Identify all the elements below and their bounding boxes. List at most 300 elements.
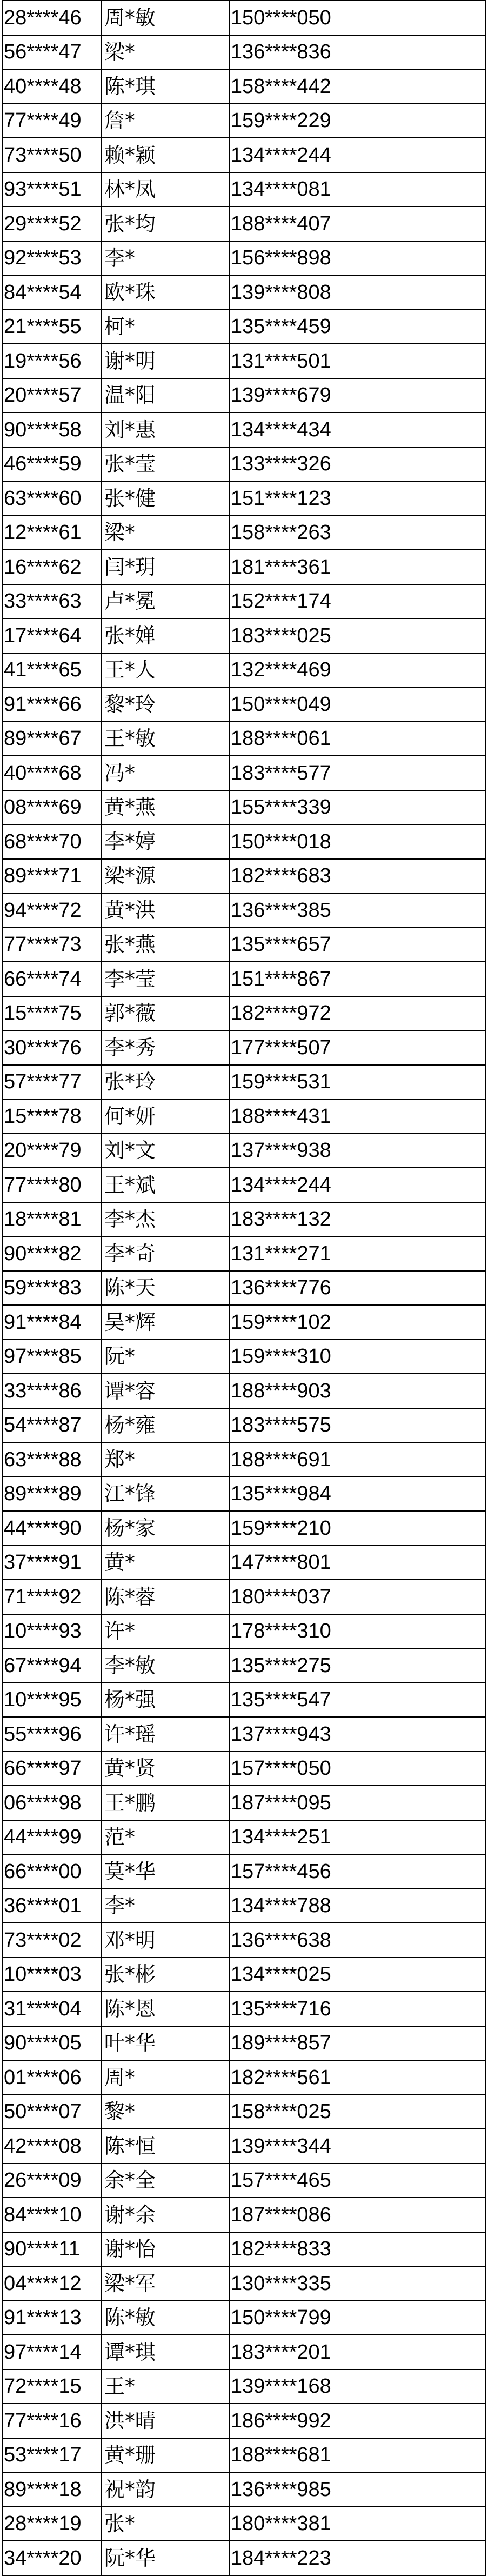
name-cell: 黄*: [102, 1546, 229, 1580]
table-row: [2, 481, 486, 516]
phone-cell: 147****801: [229, 1546, 486, 1580]
name-cell: 杨*雍: [102, 1408, 229, 1443]
name-cell: 范*: [102, 1820, 229, 1855]
id-cell: 94****72: [2, 893, 102, 928]
table-row: [2, 2026, 486, 2061]
name-cell: 王*敏: [102, 722, 229, 756]
phone-cell: 134****251: [229, 1820, 486, 1855]
table-row: [2, 2507, 486, 2541]
table-row: [2, 1717, 486, 1752]
id-cell: 77****73: [2, 928, 102, 962]
phone-cell: 150****049: [229, 687, 486, 722]
name-cell: 黄*贤: [102, 1752, 229, 1786]
id-cell: 66****00: [2, 1854, 102, 1889]
name-cell: 黎*: [102, 2095, 229, 2129]
id-cell: 01****06: [2, 2060, 102, 2095]
phone-cell: 136****836: [229, 35, 486, 70]
table-row: [2, 1958, 486, 1992]
table-row: [2, 275, 486, 310]
table-row: [2, 653, 486, 688]
table-row: [2, 1648, 486, 1683]
id-cell: 53****17: [2, 2438, 102, 2473]
name-cell: 梁*: [102, 35, 229, 70]
id-cell: 28****46: [2, 1, 102, 35]
id-cell: 84****10: [2, 2198, 102, 2232]
id-cell: 89****71: [2, 859, 102, 894]
name-cell: 张*彬: [102, 1958, 229, 1992]
id-cell: 20****79: [2, 1134, 102, 1168]
table-row: [2, 138, 486, 172]
table-row: [2, 1099, 486, 1134]
phone-cell: 182****683: [229, 859, 486, 894]
phone-cell: 188****691: [229, 1442, 486, 1477]
table-row: [2, 2198, 486, 2232]
name-cell: 李*秀: [102, 1030, 229, 1065]
table-row: [2, 1889, 486, 1923]
id-cell: 89****67: [2, 722, 102, 756]
name-cell: 刘*惠: [102, 412, 229, 447]
id-cell: 57****77: [2, 1065, 102, 1100]
table-row: [2, 2472, 486, 2507]
sheet-body: [2, 1, 486, 2575]
table-row: [2, 2404, 486, 2438]
table-row: [2, 1614, 486, 1649]
phone-cell: 136****776: [229, 1271, 486, 1306]
phone-cell: 187****095: [229, 1786, 486, 1820]
id-cell: 92****53: [2, 241, 102, 276]
phone-cell: 137****943: [229, 1717, 486, 1752]
name-cell: 欧*珠: [102, 275, 229, 310]
table-row: [2, 1065, 486, 1100]
phone-cell: 134****244: [229, 138, 486, 172]
name-cell: 洪*晴: [102, 2404, 229, 2438]
id-cell: 89****18: [2, 2472, 102, 2507]
phone-cell: 151****123: [229, 481, 486, 516]
phone-cell: 139****808: [229, 275, 486, 310]
table-row: [2, 756, 486, 790]
name-cell: 李*杰: [102, 1202, 229, 1237]
name-cell: 祝*韵: [102, 2472, 229, 2507]
table-row: [2, 104, 486, 138]
id-cell: 42****08: [2, 2129, 102, 2164]
id-cell: 55****96: [2, 1717, 102, 1752]
id-cell: 59****83: [2, 1271, 102, 1306]
id-cell: 19****56: [2, 344, 102, 378]
name-cell: 张*: [102, 2507, 229, 2541]
phone-cell: 180****381: [229, 2507, 486, 2541]
id-cell: 63****60: [2, 481, 102, 516]
name-cell: 江*锋: [102, 1477, 229, 1512]
phone-cell: 189****857: [229, 2026, 486, 2061]
phone-cell: 151****867: [229, 962, 486, 996]
phone-cell: 157****465: [229, 2164, 486, 2198]
phone-cell: 158****442: [229, 69, 486, 104]
name-cell: 周*: [102, 2060, 229, 2095]
phone-cell: 137****938: [229, 1134, 486, 1168]
phone-cell: 183****577: [229, 756, 486, 790]
id-cell: 54****87: [2, 1408, 102, 1443]
id-cell: 89****89: [2, 1477, 102, 1512]
name-cell: 许*瑶: [102, 1717, 229, 1752]
table-row: [2, 1168, 486, 1202]
name-cell: 陈*恒: [102, 2129, 229, 2164]
id-cell: 66****74: [2, 962, 102, 996]
table-row: [2, 893, 486, 928]
name-cell: 王*人: [102, 653, 229, 688]
id-cell: 20****57: [2, 378, 102, 413]
id-cell: 04****12: [2, 2266, 102, 2301]
table-row: [2, 1030, 486, 1065]
table-row: [2, 207, 486, 241]
phone-cell: 188****431: [229, 1099, 486, 1134]
phone-cell: 155****339: [229, 790, 486, 825]
table-row: [2, 824, 486, 859]
phone-cell: 134****434: [229, 412, 486, 447]
id-cell: 10****95: [2, 1683, 102, 1718]
name-cell: 梁*: [102, 516, 229, 550]
table-row: [2, 1305, 486, 1340]
id-cell: 93****51: [2, 172, 102, 207]
table-row: [2, 344, 486, 378]
id-cell: 16****62: [2, 550, 102, 584]
phone-cell: 182****972: [229, 996, 486, 1031]
id-cell: 77****80: [2, 1168, 102, 1202]
phone-cell: 136****638: [229, 1923, 486, 1958]
table-row: [2, 2438, 486, 2473]
name-cell: 张*婵: [102, 618, 229, 653]
name-cell: 余*全: [102, 2164, 229, 2198]
table-row: [2, 2266, 486, 2301]
name-cell: 邓*明: [102, 1923, 229, 1958]
id-cell: 26****09: [2, 2164, 102, 2198]
phone-cell: 134****025: [229, 1958, 486, 1992]
table-row: [2, 2060, 486, 2095]
phone-cell: 177****507: [229, 1030, 486, 1065]
table-row: [2, 1, 486, 35]
name-cell: 卢*冕: [102, 584, 229, 619]
name-cell: 闫*玥: [102, 550, 229, 584]
phone-cell: 188****903: [229, 1374, 486, 1408]
table-row: [2, 1202, 486, 1237]
phone-cell: 134****244: [229, 1168, 486, 1202]
id-cell: 40****48: [2, 69, 102, 104]
id-cell: 66****97: [2, 1752, 102, 1786]
name-cell: 黄*珊: [102, 2438, 229, 2473]
name-cell: 郑*: [102, 1442, 229, 1477]
name-cell: 张*燕: [102, 928, 229, 962]
phone-cell: 134****081: [229, 172, 486, 207]
phone-cell: 182****833: [229, 2232, 486, 2267]
table-row: [2, 1752, 486, 1786]
table-row: [2, 722, 486, 756]
id-cell: 18****81: [2, 1202, 102, 1237]
table-row: [2, 962, 486, 996]
name-cell: 詹*: [102, 104, 229, 138]
table-row: [2, 1408, 486, 1443]
name-cell: 刘*文: [102, 1134, 229, 1168]
table-row: [2, 1546, 486, 1580]
name-cell: 李*: [102, 241, 229, 276]
contact-sheet: [2, 0, 486, 2576]
table-row: [2, 241, 486, 276]
id-cell: 06****98: [2, 1786, 102, 1820]
id-cell: 33****86: [2, 1374, 102, 1408]
table-row: [2, 1786, 486, 1820]
name-cell: 陈*恩: [102, 1992, 229, 2026]
table-row: [2, 35, 486, 70]
phone-cell: 132****469: [229, 653, 486, 688]
phone-cell: 139****679: [229, 378, 486, 413]
id-cell: 63****88: [2, 1442, 102, 1477]
table-row: [2, 412, 486, 447]
phone-cell: 159****229: [229, 104, 486, 138]
name-cell: 李*莹: [102, 962, 229, 996]
name-cell: 梁*军: [102, 2266, 229, 2301]
id-cell: 73****02: [2, 1923, 102, 1958]
phone-cell: 130****335: [229, 2266, 486, 2301]
id-cell: 97****14: [2, 2335, 102, 2369]
id-cell: 73****50: [2, 138, 102, 172]
name-cell: 阮*华: [102, 2541, 229, 2575]
phone-cell: 139****168: [229, 2369, 486, 2404]
phone-cell: 150****050: [229, 1, 486, 35]
name-cell: 吴*辉: [102, 1305, 229, 1340]
table-row: [2, 447, 486, 482]
name-cell: 谢*余: [102, 2198, 229, 2232]
phone-cell: 158****263: [229, 516, 486, 550]
table-row: [2, 2095, 486, 2129]
table-row: [2, 2164, 486, 2198]
name-cell: 林*凤: [102, 172, 229, 207]
table-row: [2, 378, 486, 413]
id-cell: 44****99: [2, 1820, 102, 1855]
table-row: [2, 1477, 486, 1512]
name-cell: 陈*蓉: [102, 1580, 229, 1614]
phone-cell: 134****788: [229, 1889, 486, 1923]
id-cell: 15****75: [2, 996, 102, 1031]
table-row: [2, 996, 486, 1031]
phone-cell: 139****344: [229, 2129, 486, 2164]
phone-cell: 135****275: [229, 1648, 486, 1683]
phone-cell: 136****385: [229, 893, 486, 928]
phone-cell: 135****984: [229, 1477, 486, 1512]
table-row: [2, 1923, 486, 1958]
table-row: [2, 550, 486, 584]
name-cell: 张*玲: [102, 1065, 229, 1100]
id-cell: 84****54: [2, 275, 102, 310]
id-cell: 10****03: [2, 1958, 102, 1992]
phone-cell: 131****271: [229, 1236, 486, 1271]
phone-cell: 157****050: [229, 1752, 486, 1786]
name-cell: 谢*明: [102, 344, 229, 378]
phone-cell: 135****716: [229, 1992, 486, 2026]
phone-cell: 159****310: [229, 1340, 486, 1374]
phone-cell: 184****223: [229, 2541, 486, 2575]
phone-cell: 181****361: [229, 550, 486, 584]
name-cell: 谭*琪: [102, 2335, 229, 2369]
table-row: [2, 1442, 486, 1477]
id-cell: 08****69: [2, 790, 102, 825]
name-cell: 张*健: [102, 481, 229, 516]
phone-cell: 135****547: [229, 1683, 486, 1718]
table-row: [2, 172, 486, 207]
table-row: [2, 1580, 486, 1614]
name-cell: 杨*家: [102, 1511, 229, 1546]
table-row: [2, 1683, 486, 1718]
name-cell: 王*斌: [102, 1168, 229, 1202]
name-cell: 赖*颖: [102, 138, 229, 172]
table-row: [2, 687, 486, 722]
table-row: [2, 790, 486, 825]
name-cell: 陈*敏: [102, 2301, 229, 2335]
phone-cell: 135****657: [229, 928, 486, 962]
table-row: [2, 516, 486, 550]
name-cell: 李*奇: [102, 1236, 229, 1271]
id-cell: 41****65: [2, 653, 102, 688]
id-cell: 30****76: [2, 1030, 102, 1065]
name-cell: 杨*强: [102, 1683, 229, 1718]
phone-cell: 152****174: [229, 584, 486, 619]
name-cell: 柯*: [102, 310, 229, 344]
table-row: [2, 2335, 486, 2369]
table-row: [2, 1374, 486, 1408]
phone-cell: 183****575: [229, 1408, 486, 1443]
name-cell: 黄*燕: [102, 790, 229, 825]
id-cell: 71****92: [2, 1580, 102, 1614]
id-cell: 29****52: [2, 207, 102, 241]
phone-cell: 188****681: [229, 2438, 486, 2473]
id-cell: 34****20: [2, 2541, 102, 2575]
name-cell: 李*: [102, 1889, 229, 1923]
phone-cell: 159****531: [229, 1065, 486, 1100]
name-cell: 冯*: [102, 756, 229, 790]
phone-cell: 182****561: [229, 2060, 486, 2095]
name-cell: 周*敏: [102, 1, 229, 35]
id-cell: 44****90: [2, 1511, 102, 1546]
name-cell: 黎*玲: [102, 687, 229, 722]
phone-cell: 157****456: [229, 1854, 486, 1889]
id-cell: 17****64: [2, 618, 102, 653]
phone-cell: 150****018: [229, 824, 486, 859]
table-row: [2, 2232, 486, 2267]
id-cell: 77****16: [2, 2404, 102, 2438]
name-cell: 莫*华: [102, 1854, 229, 1889]
id-cell: 40****68: [2, 756, 102, 790]
id-cell: 90****82: [2, 1236, 102, 1271]
id-cell: 12****61: [2, 516, 102, 550]
name-cell: 温*阳: [102, 378, 229, 413]
name-cell: 王*鹏: [102, 1786, 229, 1820]
table-row: [2, 584, 486, 619]
phone-cell: 183****201: [229, 2335, 486, 2369]
table-row: [2, 928, 486, 962]
phone-cell: 135****459: [229, 310, 486, 344]
table-row: [2, 69, 486, 104]
phone-cell: 159****102: [229, 1305, 486, 1340]
id-cell: 90****05: [2, 2026, 102, 2061]
phone-cell: 136****985: [229, 2472, 486, 2507]
name-cell: 许*: [102, 1614, 229, 1649]
name-cell: 何*妍: [102, 1099, 229, 1134]
name-cell: 王*: [102, 2369, 229, 2404]
name-cell: 黄*洪: [102, 893, 229, 928]
id-cell: 90****58: [2, 412, 102, 447]
phone-cell: 159****210: [229, 1511, 486, 1546]
id-cell: 68****70: [2, 824, 102, 859]
id-cell: 90****11: [2, 2232, 102, 2267]
id-cell: 21****55: [2, 310, 102, 344]
table-row: [2, 2129, 486, 2164]
name-cell: 梁*源: [102, 859, 229, 894]
name-cell: 张*均: [102, 207, 229, 241]
phone-cell: 158****025: [229, 2095, 486, 2129]
name-cell: 阮*: [102, 1340, 229, 1374]
name-cell: 谢*怡: [102, 2232, 229, 2267]
table-row: [2, 1992, 486, 2026]
name-cell: 郭*薇: [102, 996, 229, 1031]
table-row: [2, 1854, 486, 1889]
phone-cell: 183****025: [229, 618, 486, 653]
id-cell: 67****94: [2, 1648, 102, 1683]
name-cell: 叶*华: [102, 2026, 229, 2061]
id-cell: 77****49: [2, 104, 102, 138]
id-cell: 56****47: [2, 35, 102, 70]
id-cell: 28****19: [2, 2507, 102, 2541]
name-cell: 张*莹: [102, 447, 229, 482]
phone-cell: 180****037: [229, 1580, 486, 1614]
id-cell: 10****93: [2, 1614, 102, 1649]
phone-cell: 150****799: [229, 2301, 486, 2335]
id-cell: 97****85: [2, 1340, 102, 1374]
name-cell: 陈*天: [102, 1271, 229, 1306]
phone-cell: 156****898: [229, 241, 486, 276]
phone-cell: 186****992: [229, 2404, 486, 2438]
table-row: [2, 1236, 486, 1271]
id-cell: 91****13: [2, 2301, 102, 2335]
name-cell: 李*敏: [102, 1648, 229, 1683]
id-cell: 72****15: [2, 2369, 102, 2404]
id-cell: 50****07: [2, 2095, 102, 2129]
table-row: [2, 859, 486, 894]
id-cell: 15****78: [2, 1099, 102, 1134]
phone-cell: 133****326: [229, 447, 486, 482]
table-row: [2, 2301, 486, 2335]
table-row: [2, 2541, 486, 2575]
table-row: [2, 310, 486, 344]
table-row: [2, 2369, 486, 2404]
id-cell: 91****84: [2, 1305, 102, 1340]
table-row: [2, 1511, 486, 1546]
id-cell: 33****63: [2, 584, 102, 619]
name-cell: 李*婷: [102, 824, 229, 859]
table-row: [2, 1820, 486, 1855]
table-row: [2, 618, 486, 653]
id-cell: 36****01: [2, 1889, 102, 1923]
name-cell: 谭*容: [102, 1374, 229, 1408]
phone-cell: 131****501: [229, 344, 486, 378]
phone-cell: 188****407: [229, 207, 486, 241]
table-row: [2, 1340, 486, 1374]
id-cell: 37****91: [2, 1546, 102, 1580]
phone-cell: 178****310: [229, 1614, 486, 1649]
table-row: [2, 1134, 486, 1168]
id-cell: 46****59: [2, 447, 102, 482]
id-cell: 91****66: [2, 687, 102, 722]
phone-cell: 187****086: [229, 2198, 486, 2232]
table-row: [2, 1271, 486, 1306]
phone-cell: 183****132: [229, 1202, 486, 1237]
name-cell: 陈*琪: [102, 69, 229, 104]
